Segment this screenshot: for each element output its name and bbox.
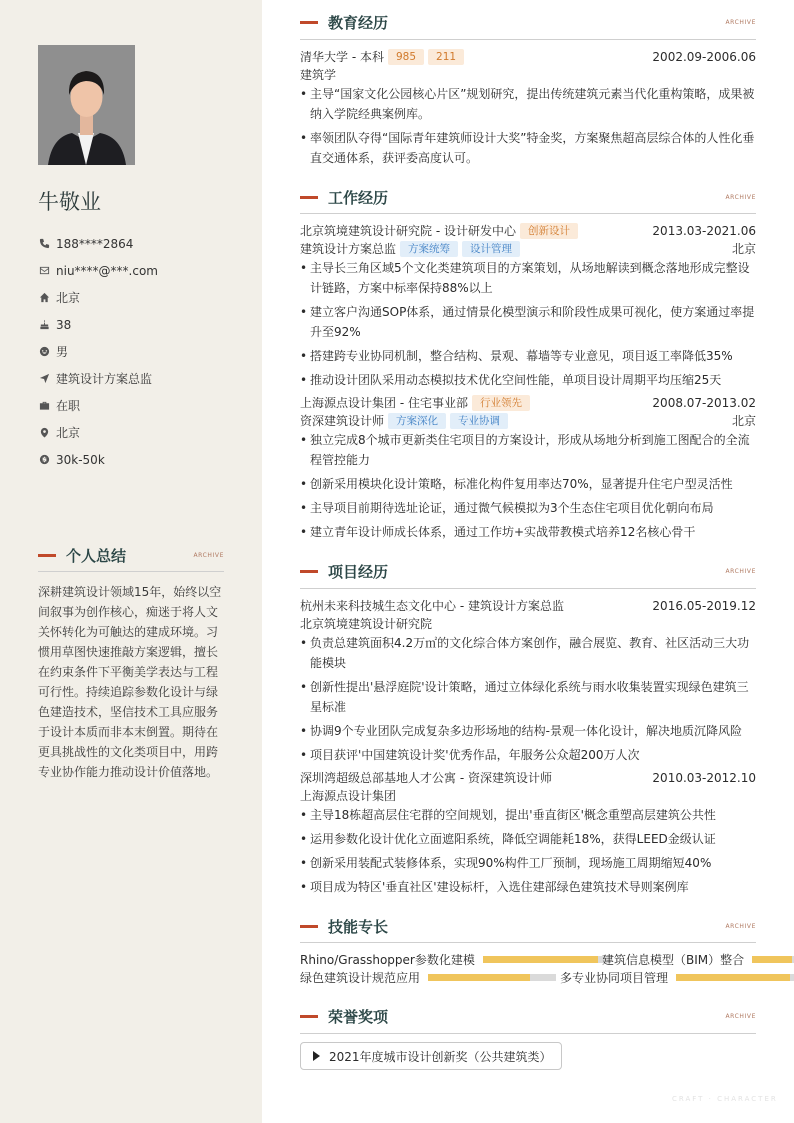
section-tag: ARCHIVE bbox=[725, 1013, 756, 1020]
contact-target-role bbox=[38, 365, 158, 392]
job-city: 北京 bbox=[731, 242, 756, 256]
skill-item bbox=[300, 951, 611, 968]
skill-name: 绿色建筑设计规范应用 bbox=[300, 971, 421, 985]
school-badge: 985 bbox=[388, 49, 424, 65]
project-bullet: • 协调9个专业团队完成复杂多边形场地的结构-景观一体化设计，解决地质沉降风险 bbox=[300, 721, 756, 741]
home-icon bbox=[38, 292, 50, 304]
contact-home bbox=[38, 284, 158, 311]
project-org: 北京筑境建筑设计研究院 bbox=[300, 617, 433, 631]
section-title: 个人总结 bbox=[66, 547, 127, 565]
project-org-row bbox=[300, 787, 756, 805]
section-tag: ARCHIVE bbox=[193, 552, 224, 559]
projects-heading bbox=[300, 561, 756, 582]
section-tag: ARCHIVE bbox=[725, 568, 756, 575]
work-heading bbox=[300, 187, 756, 208]
play-triangle-icon bbox=[313, 1051, 320, 1061]
job-city: 北京 bbox=[731, 414, 756, 428]
contact-phone bbox=[38, 230, 158, 257]
job-bullet: • 建立客户沟通SOP体系，通过情景化模型演示和阶段性成果可视化，使方案通过率提升至92% bbox=[300, 302, 756, 342]
location-pin-icon bbox=[38, 427, 50, 439]
face-icon bbox=[38, 346, 50, 358]
briefcase-icon bbox=[38, 400, 50, 412]
skill-bar-fill bbox=[676, 974, 790, 981]
job-company: 上海源点设计集团 - 住宅事业部 bbox=[300, 396, 468, 410]
contact-gender bbox=[38, 338, 158, 365]
project-org-row bbox=[300, 615, 756, 633]
job-bullet: • 建立青年设计师成长体系，通过工作坊+实战带教模式培养12名核心骨干 bbox=[300, 522, 756, 542]
job-bullet: • 搭建跨专业协同机制，整合结构、景观、幕墙等专业意见，项目返工率降低35% bbox=[300, 346, 756, 366]
project-bullet: • 负责总建筑面积4.2万㎡的文化综合体方案创作，融合展览、教育、社区活动三大功能模块 bbox=[300, 633, 756, 673]
summary-heading bbox=[38, 545, 224, 566]
heading-accent-bar bbox=[300, 570, 318, 573]
education-bullet: • 率领团队夺得“国际青年建筑师设计大奖”特金奖，方案聚焦超高层综合体的人性化垂直交通体系，获评委高度认可。 bbox=[300, 128, 756, 168]
skill-bar-fill bbox=[428, 974, 530, 981]
contact-text: 北京 bbox=[56, 291, 81, 305]
skill-bar bbox=[428, 974, 556, 981]
mail-icon bbox=[38, 265, 50, 277]
job-role: 建筑设计方案总监 bbox=[300, 242, 397, 256]
skill-name: Rhino/Grasshopper参数化建模 bbox=[300, 953, 475, 967]
skill-bar bbox=[483, 956, 611, 963]
skill-item bbox=[602, 951, 794, 968]
project-name: 杭州未来科技城生态文化中心 - 建筑设计方案总监 bbox=[300, 599, 564, 613]
job-badge: 创新设计 bbox=[520, 223, 578, 239]
contact-age bbox=[38, 311, 158, 338]
skills-heading bbox=[300, 916, 756, 937]
job-header-row bbox=[300, 222, 756, 240]
section-divider bbox=[38, 571, 224, 572]
section-title: 工作经历 bbox=[328, 189, 389, 207]
project-bullet: • 主导18栋超高层住宅群的空间规划，提出'垂直街区'概念重塑高层建筑公共性 bbox=[300, 805, 756, 825]
award-text: 2021年度城市设计创新奖（公共建筑类） bbox=[329, 1049, 552, 1064]
job-bullet: • 独立完成8个城市更新类住宅项目的方案设计，形成从场地分析到施工图配合的全流程管控能力 bbox=[300, 430, 756, 470]
skill-item bbox=[300, 969, 556, 986]
section-title: 荣誉奖项 bbox=[328, 1008, 389, 1026]
job-company: 北京筑境建筑设计研究院 - 设计研发中心 bbox=[300, 224, 516, 238]
role-badge: 方案深化 bbox=[388, 413, 446, 429]
contact-text: niu****@***.com bbox=[56, 263, 158, 278]
skill-name: 建筑信息模型（BIM）整合 bbox=[602, 953, 745, 967]
section-tag: ARCHIVE bbox=[725, 19, 756, 26]
contact-text: 38 bbox=[56, 317, 72, 332]
contact-text: 北京 bbox=[56, 426, 81, 440]
phone-icon bbox=[38, 238, 50, 250]
section-title: 教育经历 bbox=[328, 14, 389, 32]
school-name: 清华大学 - 本科 bbox=[300, 50, 384, 64]
school-badge: 211 bbox=[428, 49, 464, 65]
role-badge: 方案统筹 bbox=[400, 241, 458, 257]
skill-bar-fill bbox=[483, 956, 598, 963]
section-divider bbox=[300, 942, 756, 943]
contact-salary bbox=[38, 446, 158, 473]
contact-status bbox=[38, 392, 158, 419]
award-item[interactable] bbox=[300, 1042, 562, 1070]
contact-location bbox=[38, 419, 158, 446]
job-header-row bbox=[300, 394, 756, 412]
profile-photo bbox=[38, 45, 135, 165]
section-tag: ARCHIVE bbox=[725, 194, 756, 201]
job-role-row bbox=[300, 240, 756, 258]
skill-item bbox=[560, 969, 794, 986]
contact-list bbox=[38, 230, 158, 473]
heading-accent-bar bbox=[300, 196, 318, 199]
project-bullet: • 项目成为特区'垂直社区'建设标杆，入选住建部绿色建筑技术导则案例库 bbox=[300, 877, 756, 897]
project-name: 深圳湾超级总部基地人才公寓 - 资深建筑设计师 bbox=[300, 771, 552, 785]
role-badge: 专业协调 bbox=[450, 413, 508, 429]
section-divider bbox=[300, 39, 756, 40]
contact-text: 188****2864 bbox=[56, 236, 134, 251]
project-header-row bbox=[300, 769, 756, 787]
job-bullet: • 推动设计团队采用动态模拟技术优化空间性能，单项目设计周期平均压缩25天 bbox=[300, 370, 756, 390]
profile-name: 牛敬业 bbox=[38, 190, 101, 214]
project-bullet: • 运用参数化设计优化立面遮阳系统，降低空调能耗18%，获得LEED金级认证 bbox=[300, 829, 756, 849]
contact-text: 建筑设计方案总监 bbox=[56, 372, 153, 386]
summary-text: 深耕建筑设计领域15年，始终以空间叙事为创作核心，痴迷于将人文关怀转化为可触达的建成环境。习惯用草图快速推敲方案逻辑，擅长在约束条件下平衡美学表达与工程可行性。持续追踪参数化设计与绿色建造技术，坚信技术工具应服务于设计本质而非本末倒置。期待在更具挑战性的文化类项目中，用跨专业协作能力推动设计价值落地。 bbox=[38, 585, 222, 779]
education-major: 建筑学 bbox=[300, 68, 337, 82]
contact-text: 男 bbox=[56, 345, 69, 359]
job-date: 2013.03-2021.06 bbox=[652, 224, 756, 238]
section-title: 技能专长 bbox=[328, 918, 389, 936]
job-date: 2008.07-2013.02 bbox=[652, 396, 756, 410]
education-header-row bbox=[300, 48, 756, 66]
section-divider bbox=[300, 213, 756, 214]
section-divider bbox=[300, 588, 756, 589]
job-bullet: • 主导长三角区域5个文化类建筑项目的方案策划，从场地解读到概念落地形成完整设计链路，方案中标率保持88%以上 bbox=[300, 258, 756, 298]
project-header-row bbox=[300, 597, 756, 615]
skill-name: 多专业协同项目管理 bbox=[560, 971, 669, 985]
section-title: 项目经历 bbox=[328, 563, 389, 581]
education-bullet: • 主导“国家文化公园核心片区”规划研究，提出传统建筑元素当代化重构策略，成果被纳入学院经典案例库。 bbox=[300, 84, 756, 124]
watermark: CRAFT · CHARACTER bbox=[672, 1095, 778, 1103]
money-icon bbox=[38, 454, 50, 466]
education-heading bbox=[300, 12, 756, 33]
send-icon bbox=[38, 373, 50, 385]
job-badge: 行业领先 bbox=[472, 395, 530, 411]
project-date: 2010.03-2012.10 bbox=[652, 771, 756, 785]
section-divider bbox=[300, 1033, 756, 1034]
contact-text: 30k-50k bbox=[56, 452, 105, 467]
heading-accent-bar bbox=[300, 1015, 318, 1018]
project-bullet: • 创新采用装配式装修体系，实现90%构件工厂预制，现场施工周期缩短40% bbox=[300, 853, 756, 873]
heading-accent-bar bbox=[38, 554, 56, 557]
role-badge: 设计管理 bbox=[462, 241, 520, 257]
awards-heading bbox=[300, 1006, 756, 1027]
job-role: 资深建筑设计师 bbox=[300, 414, 385, 428]
education-date: 2002.09-2006.06 bbox=[652, 50, 756, 64]
cake-icon bbox=[38, 319, 50, 331]
skill-bar bbox=[676, 974, 794, 981]
contact-email bbox=[38, 257, 158, 284]
job-bullet: • 主导项目前期待选址论证，通过微气候模拟为3个生态住宅项目优化朝向布局 bbox=[300, 498, 756, 518]
section-tag: ARCHIVE bbox=[725, 923, 756, 930]
skill-bar-fill bbox=[752, 956, 792, 963]
contact-text: 在职 bbox=[56, 399, 81, 413]
skill-bar bbox=[752, 956, 794, 963]
education-major-row bbox=[300, 66, 756, 84]
project-bullet: • 项目获评'中国建筑设计奖'优秀作品，年服务公众超200万人次 bbox=[300, 745, 756, 765]
project-date: 2016.05-2019.12 bbox=[652, 599, 756, 613]
heading-accent-bar bbox=[300, 21, 318, 24]
heading-accent-bar bbox=[300, 925, 318, 928]
job-bullet: • 创新采用模块化设计策略，标准化构件复用率达70%，显著提升住宅户型灵活性 bbox=[300, 474, 756, 494]
job-role-row bbox=[300, 412, 756, 430]
project-bullet: • 创新性提出'悬浮庭院'设计策略，通过立体绿化系统与雨水收集装置实现绿色建筑三星标准 bbox=[300, 677, 756, 717]
project-org: 上海源点设计集团 bbox=[300, 789, 397, 803]
